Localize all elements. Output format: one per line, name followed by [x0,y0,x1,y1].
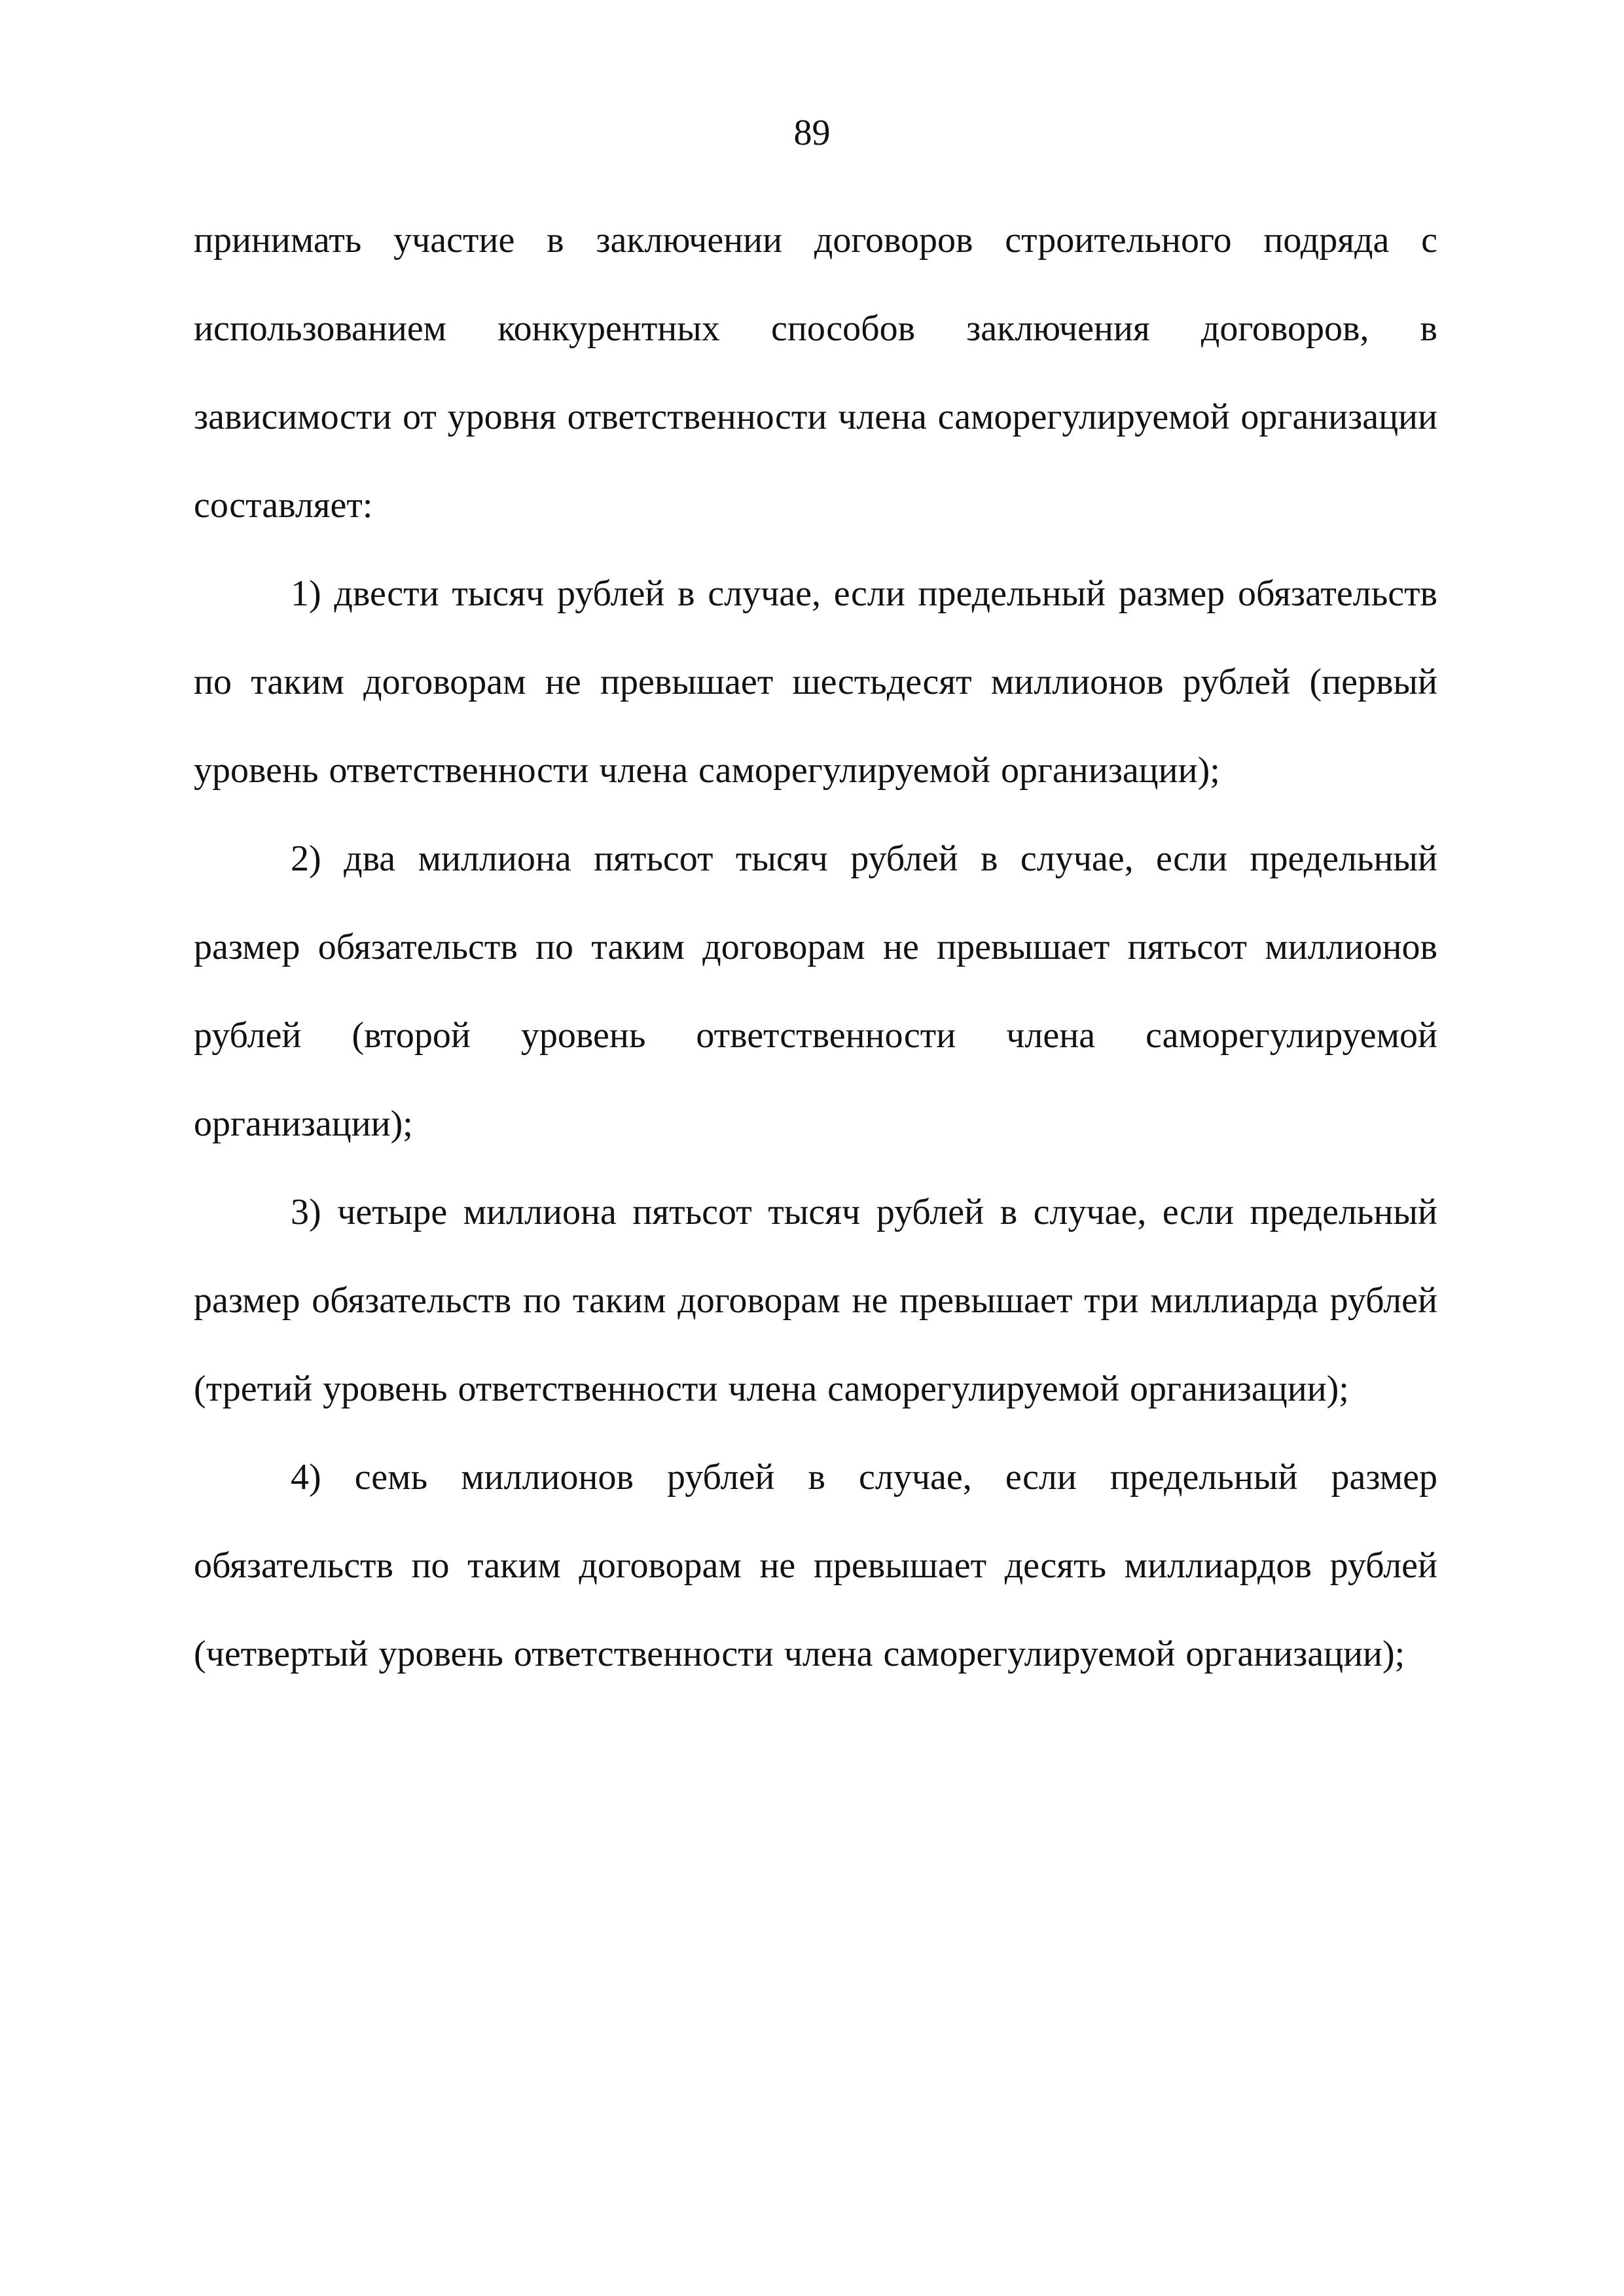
list-item-4: 4) семь миллионов рублей в случае, если предельный размер обязательств по таким договорам не превышает десять миллиардов рублей (четвертый уровень ответственности члена саморегулируемой организации); [194,1457,1437,1674]
page-number: 89 [793,113,831,153]
intro-paragraph: принимать участие в заключении договоров строительного подряда с использованием конкурентных способов заключения договоров, в зависимости от уровня ответственности члена саморегулируемой организации составляет: [194,220,1437,526]
document-body [194,196,1437,1698]
list-item-2: 2) два миллиона пятьсот тысяч рублей в случае, если предельный размер обязательств по таким договорам не превышает пятьсот миллионов рублей (второй уровень ответственности члена саморегулируемой организации); [194,838,1437,1144]
list-item-1: 1) двести тысяч рублей в случае, если предельный размер обязательств по таким договорам не превышает шестьдесят миллионов рублей (первый уровень ответственности члена саморегулируемой организации); [194,573,1437,791]
list-item-3: 3) четыре миллиона пятьсот тысяч рублей в случае, если предельный размер обязательств по таким договорам не превышает три миллиарда рублей (третий уровень ответственности члена саморегулируемой организации); [194,1192,1437,1409]
